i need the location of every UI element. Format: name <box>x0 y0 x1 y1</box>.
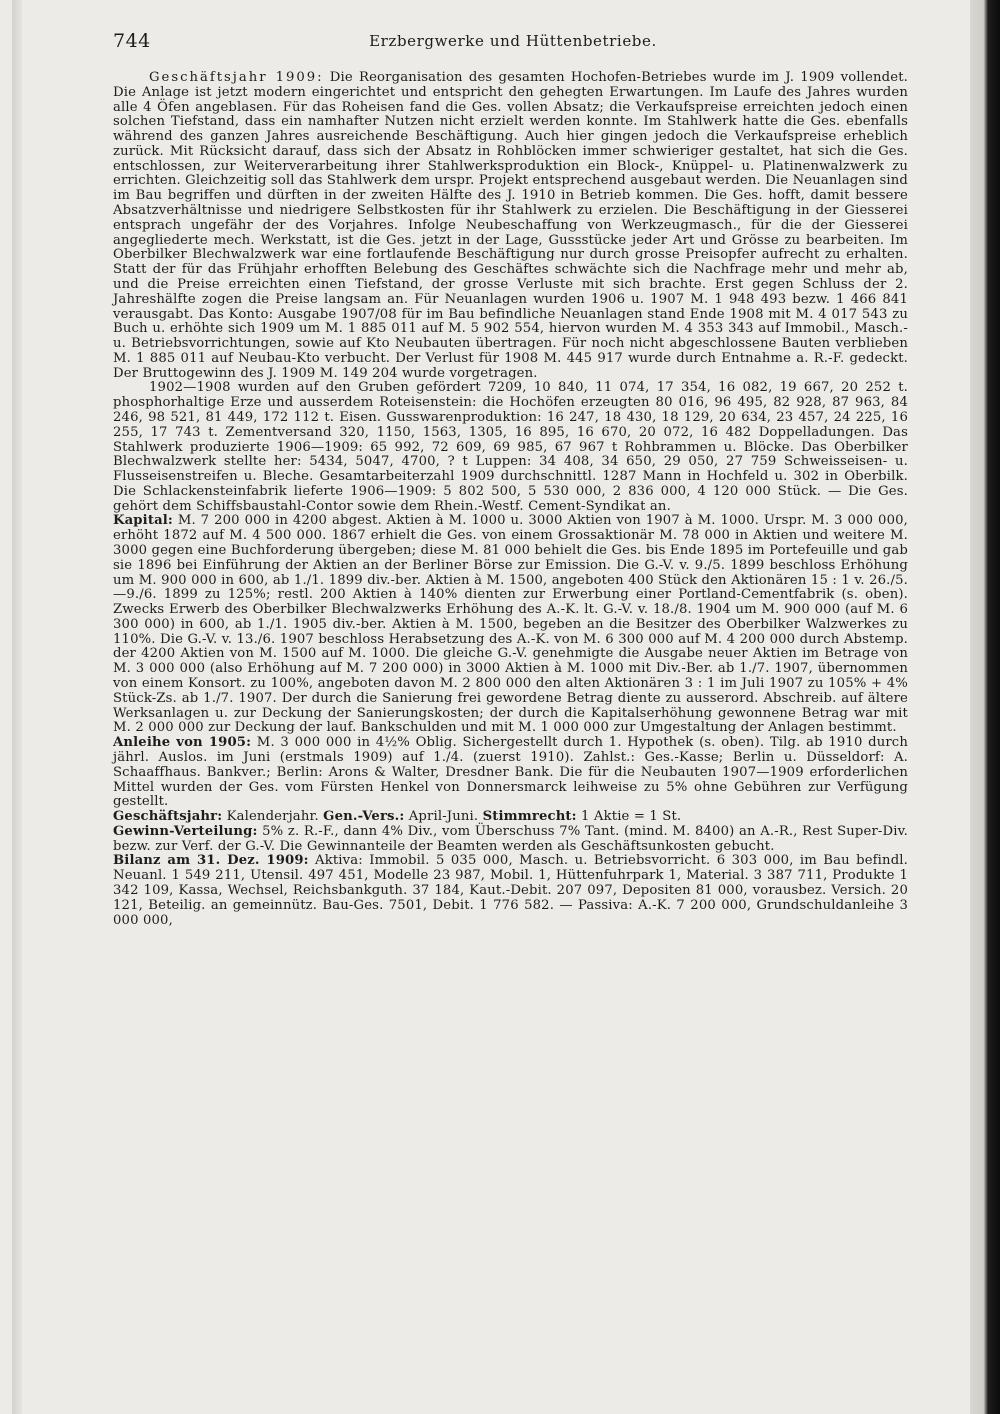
paragraph-kapital <box>113 514 908 736</box>
paragraph-production <box>113 381 908 514</box>
paragraph-text: Kalenderjahr. <box>222 809 324 825</box>
paragraph-lead: Gen.-Vers.: <box>323 809 405 825</box>
paragraph-bilanz <box>113 854 908 928</box>
body-text <box>113 71 908 928</box>
page-number: 744 <box>113 30 151 52</box>
paragraph-text: 1902—1908 wurden auf den Gruben gefördert 7209, 10 840, 11 074, 17 354, 16 082, 19 667, 20 252 t. phosphorhaltige Erze und ausserdem Roteisenstein: die Hochöfen erzeugten 80 016, 96 495, 82 928, 87 963, 84 246, 98 521, 81 449, 172 112 t. Eisen. Gusswarenproduktion: 16 247, 18 430, 18 129, 20 634, 23 457, 24 225, 16 255, 17 743 t. Zementversand 320, 1150, 1563, 1305, 16 895, 16 670, 20 072, 16 482 Doppelladungen. Das Stahlwerk produzierte 1906—1909: 65 992, 72 609, 69 985, 67 967 t Rohbrammen u. Blöcke. Das Oberbilker Blechwalzwerk stellte her: 5434, 5047, 4700, ? t Luppen: 34 408, 34 650, 29 050, 27 759 Schweisseisen- u. Flusseisenstreifen u. Bleche. Gesamtarbeiterzahl 1909 durchschnittl. 1287 Mann in Hochfeld u. 302 in Oberbilk. Die Schlackensteinfabrik lieferte 1906—1909: 5 802 500, 5 530 000, 2 836 000, 4 120 000 Stück. — Die Ges. gehört dem Schiffsbaustahl-Contor sowie dem Rhein.-Westf. Cement-Syndikat an. <box>113 380 908 514</box>
paragraph-lead: Kapital: <box>113 513 173 529</box>
paragraph-text: Aktiva: Immobil. 5 035 000, Masch. u. Betriebsvorricht. 6 303 000, im Bau befindl. Neuanl. 1 549 211, Utensil. 497 451, Modelle 23 987, Mobil. 1, Hüttenfuhrpark 1, Material. 3 387 711, Produkte 1 342 109, Kassa, Wechsel, Reichsbankguth. 37 184, Kaut.-Debit. 207 097, Depositen 81 000, vorausbez. Versich. 20 121, Beteilig. an gemeinnütz. Bau-Ges. 7501, Debit. 1 776 582. — Passiva: A.-K. 7 200 000, Grundschuldanleihe 3 000 000, <box>113 853 908 928</box>
paragraph-gewinn-verteilung <box>113 825 908 855</box>
paragraph-lead: Bilanz am 31. Dez. 1909: <box>113 853 309 869</box>
paragraph-text: M. 7 200 000 in 4200 abgest. Aktien à M. 1000 u. 3000 Aktien von 1907 à M. 1000. Urspr. M. 3 000 000, erhöht 1872 auf M. 4 500 000. 1867 erhielt die Ges. von einem Grossaktionär M. 78 000 in Aktien und weitere M. 3000 gegen eine Buchforderung übergeben; diese M. 81 000 behielt die Ges. bis Ende 1895 im Portefeuille und gab sie 1896 bei Einführung der Aktien an der Berliner Börse zur Emission. Die G.-V. v. 9./5. 1899 beschloss Erhöhung um M. 900 000 in 600, ab 1./1. 1899 div.-ber. Aktien à M. 1500, angeboten 400 Stück den Aktionären 15 : 1 v. 26./5.—9./6. 1899 zu 125%; restl. 200 Aktien à 140% dienten zur Erwerbung einer Portland-Cementfabrik (s. oben). Zwecks Erwerb des Oberbilker Blechwalzwerks Erhöhung des A.-K. lt. G.-V. v. 18./8. 1904 um M. 900 000 (auf M. 6 300 000) in 600, ab 1./1. 1905 div.-ber. Aktien à M. 1500, begeben an die Besitzer des Oberbilker Walzwerkes zu 110%. Die G.-V. v. 13./6. 1907 beschloss Herabsetzung des A.-K. von M. 6 300 000 auf M. 4 200 000 durch Abstemp. der 4200 Aktien von M. 1500 auf M. 1000. Die gleiche G.-V. genehmigte die Ausgabe neuer Aktien im Betrage von M. 3 000 000 (also Erhöhung auf M. 7 200 000) in 3000 Aktien à M. 1000 mit Div.-Ber. ab 1./7. 1907, übernommen von einem Konsort. zu 100%, angeboten davon M. 2 800 000 den alten Aktionären 3 : 1 im Juli 1907 zu 105% + 4% Stück-Zs. ab 1./7. 1907. Der durch die Sanierung frei gewordene Betrag diente zu ausserord. Abschreib. auf ältere Werksanlagen u. zur Deckung der Sanierungskosten; der durch die Kapitalserhöhung gewonnene Betrag war mit M. 2 000 000 zur Deckung der lauf. Bankschulden und mit M. 1 000 000 zur Umgestaltung der Anlagen bestimmt. <box>113 513 908 736</box>
paragraph-lead: Stimmrecht: <box>482 809 577 825</box>
book-spine-edge <box>970 0 1000 1414</box>
page-gutter-shadow <box>12 0 22 1414</box>
paragraph-text: April-Juni. <box>404 809 483 825</box>
paragraph-text: 5% z. R.-F., dann 4% Div., vom Überschuss 7% Tant. (mind. M. 8400) an A.-R., Rest Super-Div. bezw. zur Verf. der G.-V. Die Gewinnanteile der Beamten werden als Geschäftsunkosten gebucht. <box>113 823 908 854</box>
paragraph-anleihe <box>113 736 908 810</box>
paragraph-lead: Geschäftsjahr 1909: <box>149 70 324 85</box>
running-head: Erzbergwerke und Hüttenbetriebe. <box>369 32 657 50</box>
paragraph-text: M. 3 000 000 in 4½% Oblig. Sichergestellt durch 1. Hypothek (s. oben). Tilg. ab 1910 durch jährl. Auslos. im Juni (erstmals 1909) auf 1./4. (zuerst 1910). Zahlst.: Ges.-Kasse; Berlin u. Düsseldorf: A. Schaaffhaus. Bankver.; Berlin: Arons & Walter, Dresdner Bank. Die für die Neubauten 1907—1909 erforderlichen Mittel wurden der Ges. vom Fürsten Henkel von Donnersmarck leihweise zu 5% ohne Gebühren zur Verfügung gestellt. <box>113 735 908 810</box>
paragraph-geschaeftsjahr-1909 <box>113 71 908 381</box>
paragraph-geschaeftsjahr <box>113 810 908 825</box>
paragraph-lead: Geschäftsjahr: <box>113 809 223 825</box>
paragraph-text: Die Reorganisation des gesamten Hochofen-Betriebes wurde im J. 1909 vollendet. Die Anlage ist jetzt modern eingerichtet und entspricht den gehegten Erwartungen. Im Laufe des Jahres wurden alle 4 Öfen angeblasen. Für das Roheisen fand die Ges. vollen Absatz; die Verkaufspreise erreichten jedoch einen solchen Tiefstand, dass ein namhafter Nutzen nicht erzielt werden konnte. Im Stahlwerk hatte die Ges. ebenfalls während des ganzen Jahres ausreichende Beschäftigung. Auch hier gingen jedoch die Verkaufspreise erheblich zurück. Mit Rücksicht darauf, dass sich der Absatz in Rohblöcken immer schwieriger gestaltet, hat sich die Ges. entschlossen, zur Weiterverarbeitung ihrer Stahlwerksproduktion ein Block-, Knüppel- u. Platinenwalzwerk zu errichten. Gleichzeitig soll das Stahlwerk dem urspr. Projekt entsprechend ausgebaut werden. Die Neuanlagen sind im Bau begriffen und dürften in der zweiten Hälfte des J. 1910 in Betrieb kommen. Die Ges. hofft, damit bessere Absatzverhältnisse und niedrigere Selbstkosten für ihr Stahlwerk zu erzielen. Die Beschäftigung in der Giesserei entsprach ungefähr der des Vorjahres. Infolge Neubeschaffung von Werkzeugmasch., für die der Giesserei angegliederte mech. Werkstatt, ist die Ges. jetzt in der Lage, Gussstücke jeder Art und Grösse zu bearbeiten. Im Oberbilker Blechwalzwerk war eine fortlaufende Beschäftigung nur durch grosse Preisopfer aufrecht zu erhalten. Statt der für das Frühjahr erhofften Belebung des Geschäftes schwächte sich die Nachfrage mehr und mehr ab, und die Preise erreichten einen Tiefstand, der grosse Verluste mit sich brachte. Erst gegen Schluss der 2. Jahreshälfte zogen die Preise langsam an. Für Neuanlagen wurden 1906 u. 1907 M. 1 948 493 bezw. 1 466 841 verausgabt. Das Konto: Ausgabe 1907/08 für im Bau befindliche Neuanlagen stand Ende 1908 mit M. 4 017 543 zu Buch u. erhöhte sich 1909 um M. 1 885 011 auf M. 5 902 554, hiervon wurden M. 4 353 343 auf Immobil., Masch.- u. Betriebsvorrichtungen, sowie auf Kto Neubauten übertragen. Für noch nicht abgeschlossene Bauten verblieben M. 1 885 011 auf Neubau-Kto verbucht. Der Verlust für 1908 M. 445 917 wurde durch Entnahme a. R.-F. gedeckt. Der Bruttogewinn des J. 1909 M. 149 204 wurde vorgetragen. <box>113 70 908 381</box>
paragraph-text: 1 Aktie = 1 St. <box>576 809 682 825</box>
page-header <box>113 30 908 60</box>
paragraph-lead: Gewinn-Verteilung: <box>113 823 258 839</box>
paragraph-lead: Anleihe von 1905: <box>113 735 252 751</box>
